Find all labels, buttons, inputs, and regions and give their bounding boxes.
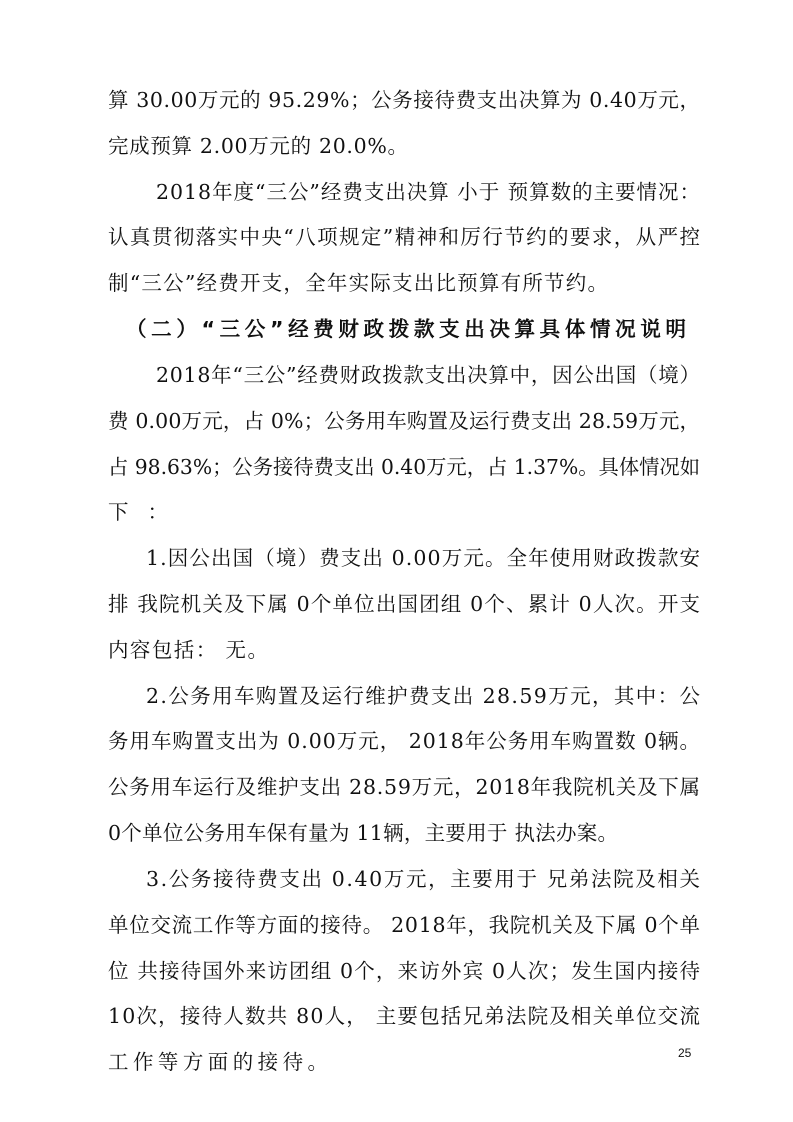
body-line-17: 0个单位公务用车保有量为 11辆，主要用于 执法办案。: [108, 821, 619, 845]
body-line-11: 1.因公出国（境）费支出 0.00万元。全年使用财政拨款安: [146, 546, 702, 570]
body-line-7: 2018年“三公”经费财政拨款支出决算中，因公出国（境）: [156, 363, 701, 387]
body-line-2: 完成预算 2.00万元的 20.0%。: [108, 134, 409, 158]
body-line-5: 制“三公”经费开支，全年实际支出比预算有所节约。: [108, 271, 610, 295]
body-line-12: 排 我院机关及下属 0个单位出国团组 0个、累计 0人次。开支: [108, 592, 702, 616]
page-number: 25: [678, 1046, 692, 1060]
body-line-16: 公务用车运行及维护支出 28.59万元，2018年我院机关及下属: [108, 775, 701, 799]
body-line-15: 务用车购置支出为 0.00万元， 2018年公务用车购置数 0辆。: [108, 729, 701, 753]
body-line-20: 位 共接待国外来访团组 0个，来访外宾 0人次；发生国内接待: [108, 959, 702, 983]
body-line-8: 费 0.00万元，占 0%；公务用车购置及运行费支出 28.59万元，: [108, 409, 701, 433]
body-line-14: 2.公务用车购置及运行维护费支出 28.59万元，其中：公: [146, 684, 702, 708]
body-line-9: 占 98.63%；公务接待费支出 0.40万元，占 1.37%。具体情况如: [108, 455, 701, 479]
body-line-19: 单位交流工作等方面的接待。 2018年，我院机关及下属 0个单: [108, 913, 701, 937]
body-line-10: 下：: [108, 500, 187, 524]
section-heading: （二）“三公”经费财政拨款支出决算具体情况说明: [126, 317, 691, 341]
body-line-3: 2018年度“三公”经费支出决算 小于 预算数的主要情况：: [156, 180, 701, 204]
body-line-4: 认真贯彻落实中央“八项规定”精神和厉行节约的要求，从严控: [108, 225, 702, 249]
body-line-13: 内容包括： 无。: [108, 638, 270, 662]
body-line-21: 10次，接待人数共 80人， 主要包括兄弟法院及相关单位交流: [108, 1004, 702, 1028]
body-line-22: 工作等方面的接待。: [108, 1050, 333, 1074]
body-line-18: 3.公务接待费支出 0.40万元，主要用于 兄弟法院及相关: [146, 867, 702, 891]
body-line-1: 算 30.00万元的 95.29%；公务接待费支出决算为 0.40万元，: [108, 88, 701, 112]
